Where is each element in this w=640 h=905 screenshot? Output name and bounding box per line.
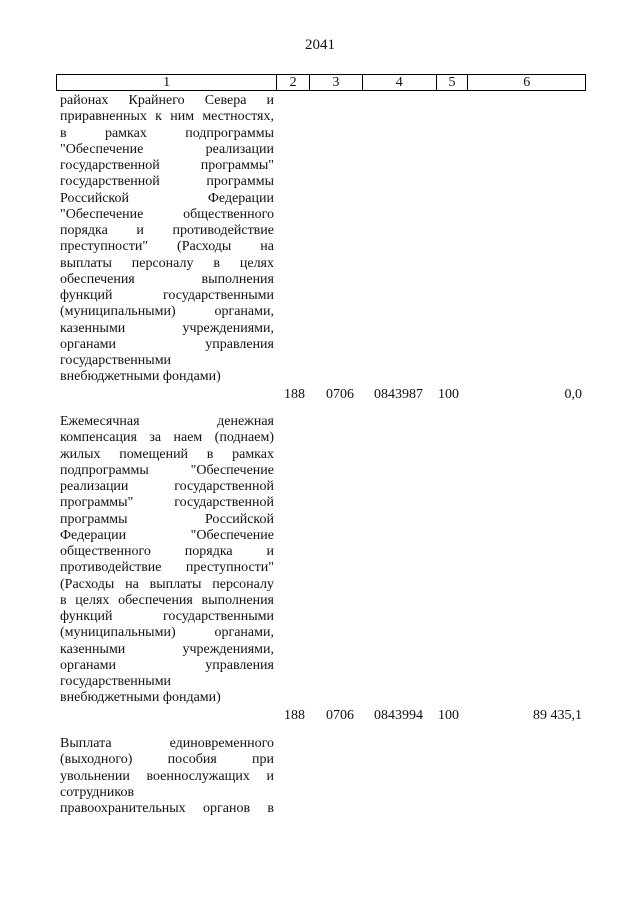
description-line: правоохранительных органов в (60, 801, 274, 816)
table-row (56, 736, 586, 826)
description-line: "Обеспечение реализации (60, 141, 274, 157)
description-line: подпрограммы "Обеспечение (60, 462, 274, 478)
description-line: внебюджетными фондами) (60, 369, 221, 385)
expense-type: 100 (438, 708, 459, 723)
description-line: (выходного) пособия при (60, 752, 274, 768)
amount: 0,0 (564, 387, 582, 402)
description-line: функций государственными (60, 288, 274, 303)
table-header (56, 74, 586, 91)
description-line: сотрудников (60, 784, 135, 800)
description-line: приравненных к ним местностях, (60, 109, 274, 125)
expense-type: 100 (438, 387, 459, 402)
table-row (56, 93, 586, 403)
description-line: программы Российской (60, 511, 274, 527)
description-line: (муниципальными) органами, (60, 304, 274, 320)
table-row (56, 414, 586, 724)
target-article: 0843994 (374, 708, 423, 723)
description-line: выплаты персоналу в целях (60, 255, 274, 271)
description-line: Федерации "Обеспечение (60, 527, 274, 543)
header-col-2: 2 (277, 75, 310, 90)
admin-code: 188 (284, 708, 305, 723)
description-line: казенными учреждениями, (60, 641, 274, 657)
description-line: районах Крайнего Севера и (60, 93, 274, 108)
description-line: противодействие преступности" (60, 560, 274, 576)
amount: 89 435,1 (533, 708, 582, 723)
admin-code: 188 (284, 387, 305, 402)
description-line: порядка и противодействие (60, 223, 274, 238)
header-col-3: 3 (310, 75, 363, 90)
header-col-4: 4 (363, 75, 437, 90)
page-number: 2041 (305, 37, 335, 53)
row-description (60, 414, 274, 707)
description-line: Ежемесячная денежная (60, 414, 274, 429)
description-line: Российской Федерации (60, 190, 274, 206)
description-line: функций государственными (60, 609, 274, 624)
header-col-1: 1 (57, 75, 277, 90)
description-line: Выплата единовременного (60, 736, 274, 751)
description-line: увольнении военнослужащих и (60, 768, 274, 784)
description-line: казенными учреждениями, (60, 320, 274, 336)
section-code: 0706 (326, 708, 354, 723)
target-article: 0843987 (374, 387, 423, 402)
description-line: компенсация за наем (поднаем) (60, 430, 274, 446)
description-line: программы" государственной (60, 495, 274, 511)
description-line: (муниципальными) органами, (60, 625, 274, 641)
description-line: (Расходы на выплаты персоналу (60, 576, 274, 592)
description-line: в рамках подпрограммы (60, 125, 274, 141)
description-line: государственными (60, 353, 172, 368)
description-line: органами управления (60, 657, 274, 673)
section-code: 0706 (326, 387, 354, 402)
row-description (60, 93, 274, 386)
description-line: жилых помещений в рамках (60, 446, 274, 462)
header-col-6: 6 (523, 75, 531, 90)
description-line: реализации государственной (60, 479, 274, 494)
description-line: преступности" (Расходы на (60, 239, 274, 255)
description-line: государственной программы" (60, 158, 274, 173)
description-line: обеспечения выполнения (60, 271, 274, 287)
row-description (60, 736, 274, 817)
description-line: государственной программы (60, 174, 274, 190)
description-line: "Обеспечение общественного (60, 206, 274, 222)
description-line: общественного порядка и (60, 544, 274, 559)
description-line: государственными (60, 674, 172, 689)
description-line: органами управления (60, 336, 274, 352)
description-line: внебюджетными фондами) (60, 690, 221, 706)
description-line: в целях обеспечения выполнения (60, 592, 274, 608)
header-col-5: 5 (437, 75, 469, 90)
